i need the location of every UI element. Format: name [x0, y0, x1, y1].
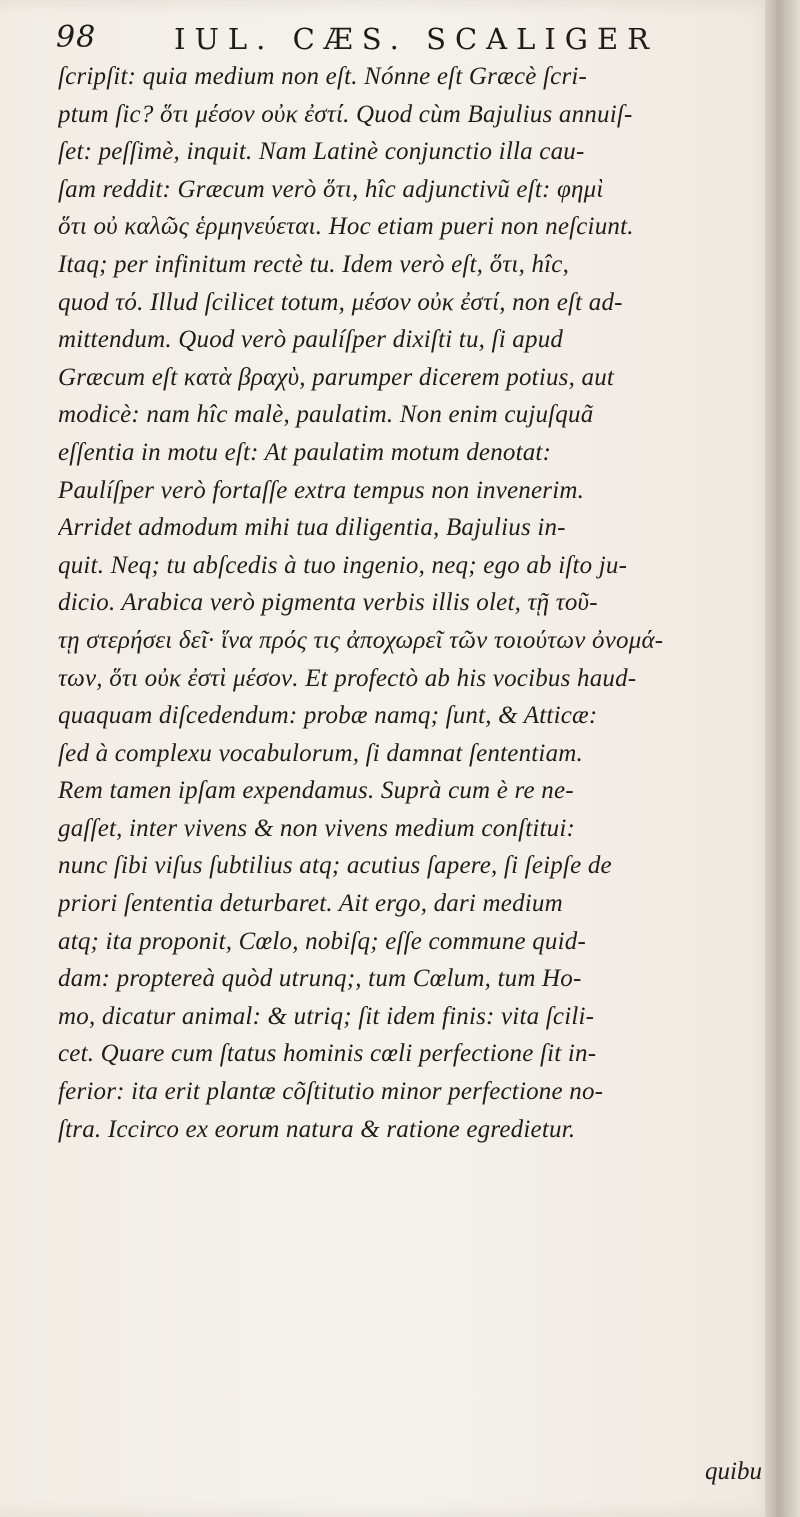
text-line: priori ſententia deturbaret. Ait ergo, dari medium	[58, 890, 563, 918]
text-line: ptum ſic? ὅτι μέσον οὐκ ἐστί. Quod cùm Bajulius annuiſ-	[58, 100, 633, 128]
text-line: ſam reddit: Græcum verò ὅτι, hîc adjunctivũ eſt: φημὶ	[58, 175, 604, 203]
text-line: atq; ita proponit, Cœlo, nobiſq; eſſe commune quid-	[58, 927, 586, 955]
text-line: ὅτι οὐ καλῶς ἑρμηνεύεται. Hoc etiam pueri non neſciunt.	[58, 213, 634, 241]
text-line: ſed à complexu vocabulorum, ſi damnat ſententiam.	[58, 739, 583, 767]
text-line: quit. Neq; tu abſcedis à tuo ingenio, neq; ego ab iſto ju-	[58, 551, 628, 579]
text-line: modicè: nam hîc malè, paulatim. Non enim cujuſquã	[58, 401, 594, 429]
text-line: Itaq; per infinitum rectè tu. Idem verò eſt, ὅτι, hîc,	[58, 250, 570, 278]
text-line: quod τό. Illud ſcilicet totum, μέσον οὐκ ἐστί, non eſt ad-	[58, 288, 623, 316]
text-line: gaſſet, inter vivens & non vivens medium conſtitui:	[58, 814, 576, 842]
text-line: Græcum eſt κατὰ βραχὺ, parumper dicerem potius, aut	[58, 363, 615, 391]
text-line: τῃ στερήσει δεῖ· ἵνα πρός τις ἀποχωρεῖ τῶν τοιούτων ὀνομά-	[58, 626, 664, 654]
page-header	[56, 20, 756, 56]
text-line: ſtra. Iccirco ex eorum natura & ratione egredietur.	[58, 1115, 576, 1143]
text-line: Paulíſper verò fortaſſe extra tempus non invenerim.	[58, 476, 585, 504]
text-line: eſſentia in motu eſt: At paulatim motum denotat:	[58, 438, 552, 466]
text-line: ſet: peſſimè, inquit. Nam Latinè conjunctio illa cau-	[58, 138, 585, 166]
text-line: mo, dicatur animal: & utriq; ſit idem finis: vita ſcili-	[58, 1002, 595, 1030]
text-line: Arridet admodum mihi tua diligentia, Bajulius in-	[58, 514, 566, 542]
page-number: 98	[56, 20, 97, 55]
page-gutter	[765, 0, 800, 1517]
text-line: των, ὅτι οὐκ ἐστὶ μέσον. Et profectò ab his vocibus haud-	[58, 664, 637, 692]
body-text	[58, 58, 768, 1148]
text-line: mittendum. Quod verò paulíſper dixiſti tu, ſi apud	[58, 326, 564, 354]
text-line: quaquam diſcedendum: probæ namq; ſunt, & Atticæ:	[58, 702, 598, 730]
text-line: Rem tamen ipſam expendamus. Suprà cum è re ne-	[58, 777, 574, 805]
catchword: quibu	[705, 1458, 762, 1485]
text-line: cet. Quare cum ſtatus hominis cœli perfectione ſit in-	[58, 1040, 597, 1068]
text-line: ferior: ita erit plantæ cõſtitutio minor perfectione no-	[58, 1078, 604, 1106]
text-line: nunc ſibi viſus ſubtilius atq; acutius ſapere, ſi ſeipſe de	[58, 852, 612, 880]
text-line: dam: proptereà quòd utrunq;, tum Cœlum, tum Ho-	[58, 965, 582, 993]
running-head: IUL. CÆS. SCALIGER	[174, 22, 658, 56]
text-line: dicio. Arabica verò pigmenta verbis illis olet, τῇ τοῦ-	[58, 589, 598, 617]
text-line: ſcripſit: quia medium non eſt. Nónne eſt Græcè ſcri-	[58, 63, 588, 90]
